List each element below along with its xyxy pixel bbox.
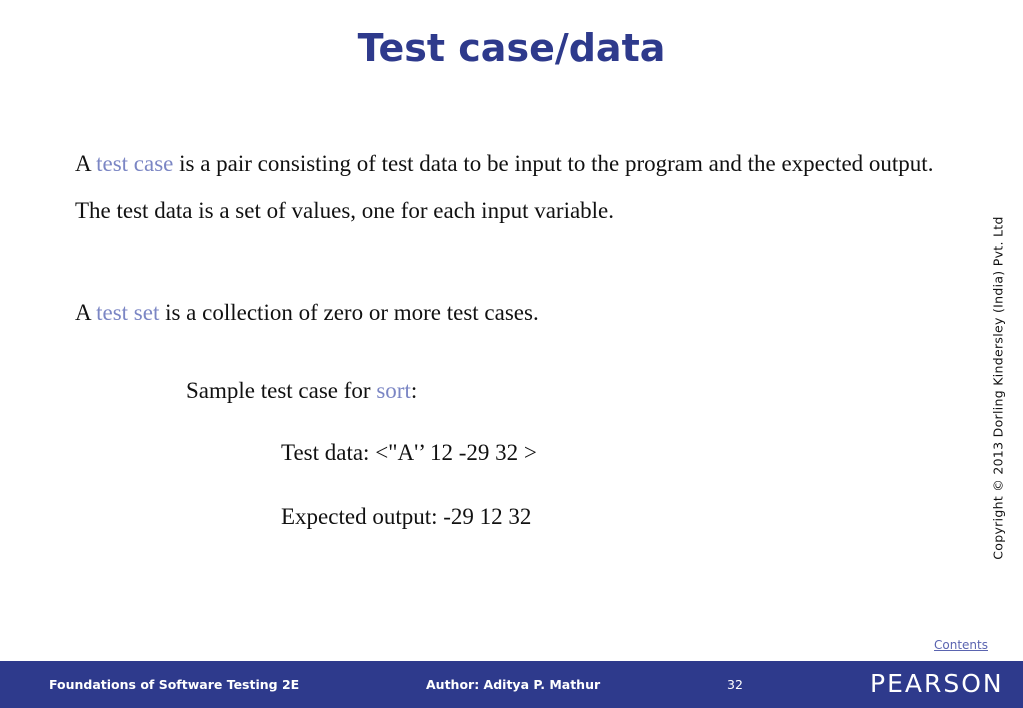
test-data-line: Test data: <"A'’ 12 -29 32 > [281, 440, 537, 465]
contents-link[interactable]: Contents [934, 638, 988, 652]
term-sort: sort [376, 378, 411, 403]
pearson-logo: PEARSON [870, 669, 1004, 698]
para1-rest: is a pair consisting of test data to be input to the program and the expected output. The test data is a set of values, one for each input variable. [75, 151, 934, 223]
para2-rest: is a collection of zero or more test cases. [159, 300, 539, 325]
para2-prefix: A [75, 300, 97, 325]
footer-book-title: Foundations of Software Testing 2E [49, 677, 300, 692]
para1-prefix: A [75, 151, 97, 176]
test-set-definition [75, 300, 539, 326]
term-test-set: test set [96, 300, 160, 325]
sample-heading [186, 378, 417, 404]
sample-prefix: Sample test case for [186, 378, 377, 403]
test-case-definition [75, 140, 935, 234]
slide-title: Test case/data [357, 26, 666, 70]
footer-page-number: 32 [727, 677, 743, 692]
footer-bar [0, 661, 1023, 708]
footer-author: Author: Aditya P. Mathur [426, 677, 601, 692]
copyright-notice: Copyright © 2013 Dorling Kindersley (India) Pvt. Ltd [990, 216, 1006, 560]
sample-suffix: : [410, 378, 418, 403]
expected-output-line: Expected output: -29 12 32 [281, 504, 532, 529]
term-test-case: test case [96, 151, 174, 176]
